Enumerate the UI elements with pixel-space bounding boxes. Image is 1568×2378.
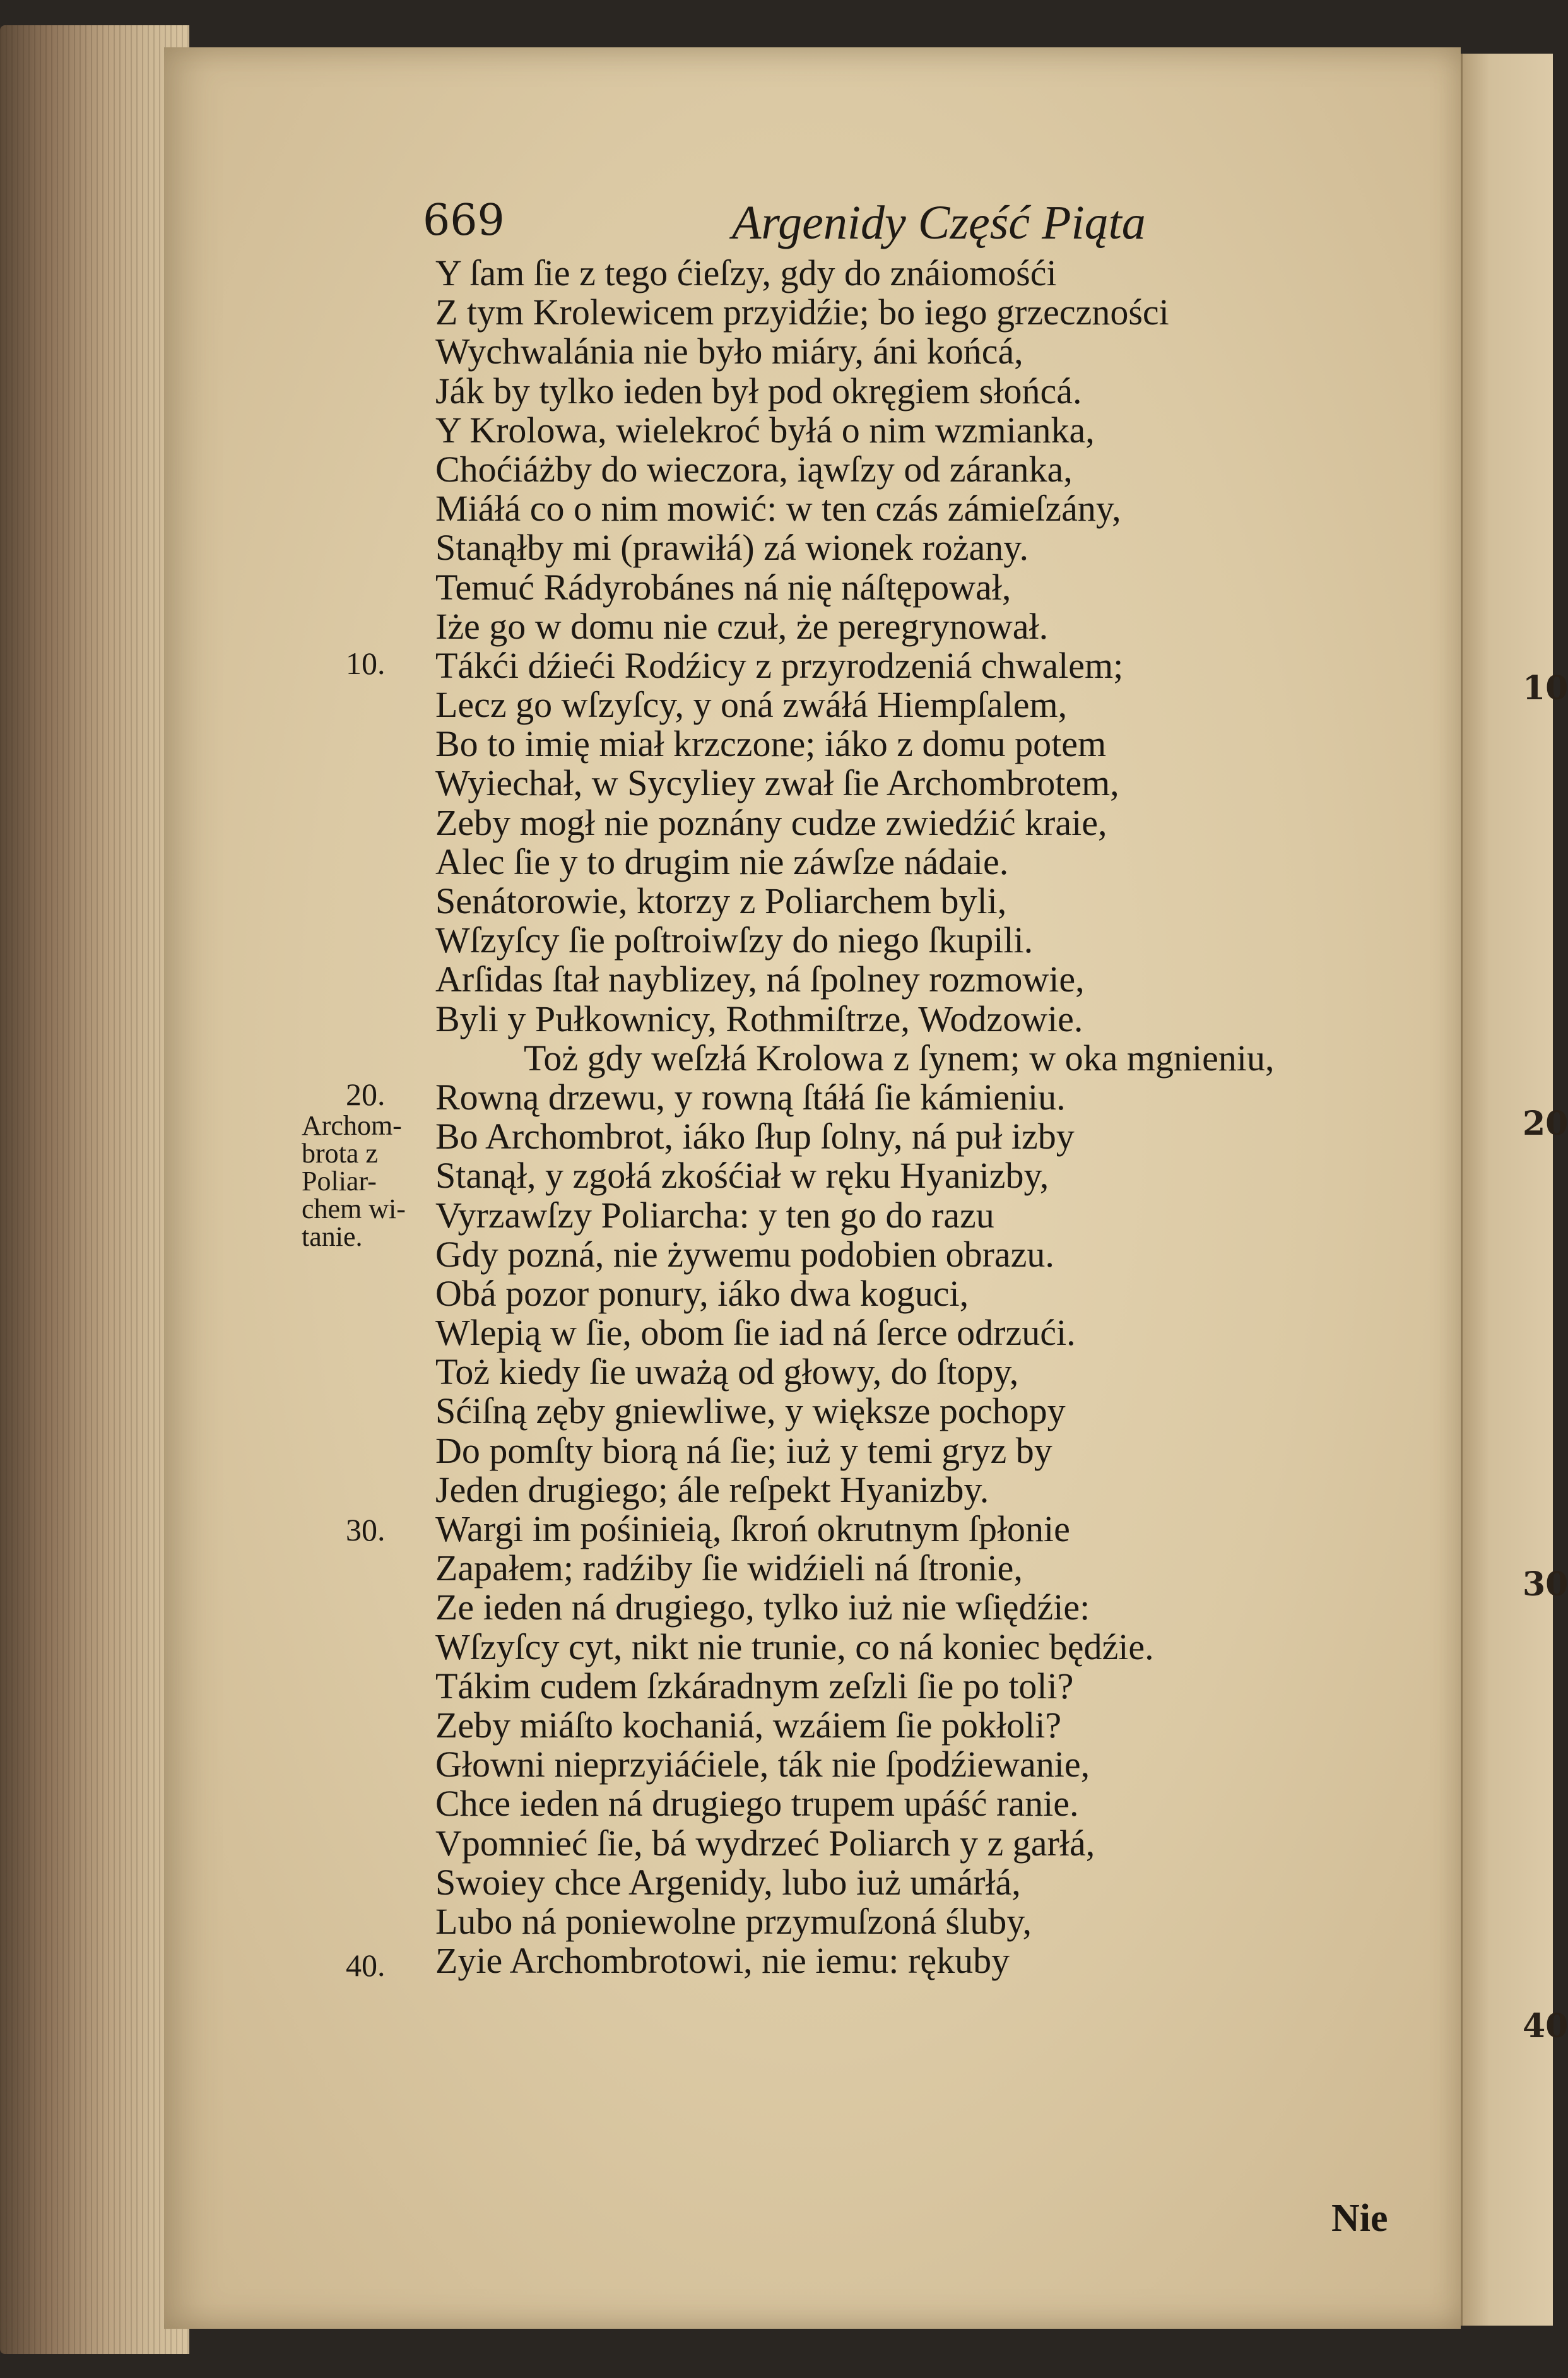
facing-line-number: 30 — [1523, 1565, 1568, 1604]
verse-line: Jeden drugiego; ále reſpekt Hyanizby. — [435, 1469, 989, 1510]
verse-line: Toż gdy weſzłá Krolowa z ſynem; w oka mgnieniu, — [524, 1037, 1275, 1079]
verse-line: Z tym Krolewicem przyidźie; bo iego grzeczności — [435, 292, 1169, 333]
line-number-10: 10. — [346, 646, 386, 681]
verse-line: Wſzyſcy ſie poſtroiwſzy do niego ſkupili. — [435, 920, 1034, 961]
verse-line: Do pomſty biorą ná ſie; iuż y temi gryz by — [435, 1429, 1052, 1471]
verse-line: Temuć Rádyrobánes ná nię náſtępował, — [435, 566, 1011, 608]
verse-line: Vpomnieć ſie, bá wydrzeć Poliarch y z garłá, — [435, 1822, 1095, 1864]
verse-line: Zyie Archombrotowi, nie iemu: rękuby — [435, 1940, 1010, 1982]
verse-line: Rowną drzewu, y rowną ſtáłá ſie kámieniu. — [435, 1076, 1066, 1118]
page-number: 669 — [423, 196, 505, 245]
verse-line: Y ſam ſie z tego ćieſzy, gdy do znáiomośći — [435, 252, 1057, 293]
line-number-40: 40. — [346, 1948, 386, 1983]
verse-line: Iże go w domu nie czuł, że peregrynował. — [435, 605, 1049, 647]
verse-line: Alec ſie y to drugim nie záwſze nádaie. — [435, 841, 1009, 882]
verse-line: Y Krolowa, wielekroć byłá o nim wzmianka, — [435, 409, 1095, 451]
facing-page-edge — [1461, 54, 1568, 2326]
margin-note-line: Archom- — [302, 1110, 402, 1141]
catchword: Nie — [1331, 2197, 1388, 2240]
verse-line: Zeby mogł nie poznány cudze zwiedźić kraie, — [435, 802, 1107, 843]
verse-line: Stanąłby mi (prawiłá) zá wionek rożany. — [435, 527, 1029, 569]
running-title: Argenidy Część Piąta — [732, 196, 1146, 249]
verse-line: Bo Archombrot, iáko ſłup ſolny, ná puł izby — [435, 1116, 1075, 1157]
verse-line: Byli y Pułkownicy, Rothmiſtrze, Wodzowie. — [435, 998, 1083, 1039]
verse-line: Głowni nieprzyiáćiele, ták nie ſpodźiewanie, — [435, 1744, 1090, 1785]
verse-line: Lubo ná poniewolne przymuſzoná śluby, — [435, 1900, 1032, 1942]
book-page-edges — [0, 25, 189, 2354]
margin-note-line: brota z — [302, 1138, 378, 1169]
verse-line: Tákći dźieći Rodźicy z przyrodzeniá chwalem; — [435, 644, 1124, 686]
verse-line: Wargi im pośinieią, ſkroń okrutnym ſpłonie — [435, 1508, 1070, 1549]
verse-line: Swoiey chce Argenidy, lubo iuż umárłá, — [435, 1861, 1021, 1903]
verse-line: Vyrzawſzy Poliarcha: y ten go do razu — [435, 1194, 994, 1236]
verse-line: Gdy pozná, nie żywemu podobien obrazu. — [435, 1233, 1054, 1275]
verse-line: Zeby miáſto kochaniá, wzáiem ſie pokłoli? — [435, 1704, 1062, 1746]
verse-line: Zapałem; radźiby ſie widźieli ná ſtronie, — [435, 1547, 1023, 1589]
line-number-30: 30. — [346, 1512, 386, 1547]
verse-line: Senátorowie, ktorzy z Poliarchem byli, — [435, 880, 1007, 921]
verse-line: Wychwalánia nie było miáry, áni końcá, — [435, 331, 1023, 372]
line-number-20: 20. — [346, 1077, 386, 1112]
verse-text — [435, 254, 1445, 1980]
verse-line: Obá pozor ponury, iáko dwa koguci, — [435, 1272, 969, 1314]
verse-line: Ze ieden ná drugiego, tylko iuż nie wſiędźie: — [435, 1587, 1090, 1628]
verse-line: Toż kiedy ſie uważą od głowy, do ſtopy, — [435, 1351, 1019, 1393]
verse-line: Ják by tylko ieden był pod okręgiem słońcá. — [435, 370, 1082, 411]
verse-line: Arſidas ſtał nayblizey, ná ſpolney rozmowie, — [435, 959, 1085, 1000]
verse-line: Tákim cudem ſzkáradnym zeſzli ſie po toli? — [435, 1665, 1074, 1707]
verse-line: Stanął, y zgołá zkośćiał w ręku Hyanizby, — [435, 1155, 1049, 1197]
verse-line: Miáłá co o nim mowić: w ten czás zámieſzány, — [435, 488, 1121, 529]
verse-line: Sćiſną zęby gniewliwe, y większe pochopy — [435, 1390, 1066, 1432]
facing-line-number: 20 — [1523, 1104, 1568, 1143]
margin-note-line: tanie. — [302, 1221, 363, 1252]
verse-line: Chce ieden ná drugiego trupem upáść ranie. — [435, 1783, 1079, 1825]
verse-line: Bo to imię miał krzczone; iáko z domu potem — [435, 723, 1107, 765]
verse-line: Choćiáżby do wieczora, iąwſzy od záranka, — [435, 448, 1073, 490]
verse-line: Lecz go wſzyſcy, y oná zwáłá Hiempſalem, — [435, 684, 1068, 726]
facing-line-number: 40 — [1523, 2007, 1568, 2045]
verse-line: Wſzyſcy cyt, nikt nie trunie, co ná koniec będźie. — [435, 1626, 1154, 1667]
margin-note-line: chem wi- — [302, 1193, 406, 1224]
verse-line: Wyiechał, w Sycyliey zwał ſie Archombrotem, — [435, 762, 1119, 804]
verse-line: Wlepią w ſie, obom ſie iad ná ſerce odrzući. — [435, 1312, 1076, 1354]
margin-note-line: Poliar- — [302, 1166, 377, 1197]
margin-note — [302, 1112, 434, 1251]
facing-line-number: 10 — [1523, 669, 1568, 707]
